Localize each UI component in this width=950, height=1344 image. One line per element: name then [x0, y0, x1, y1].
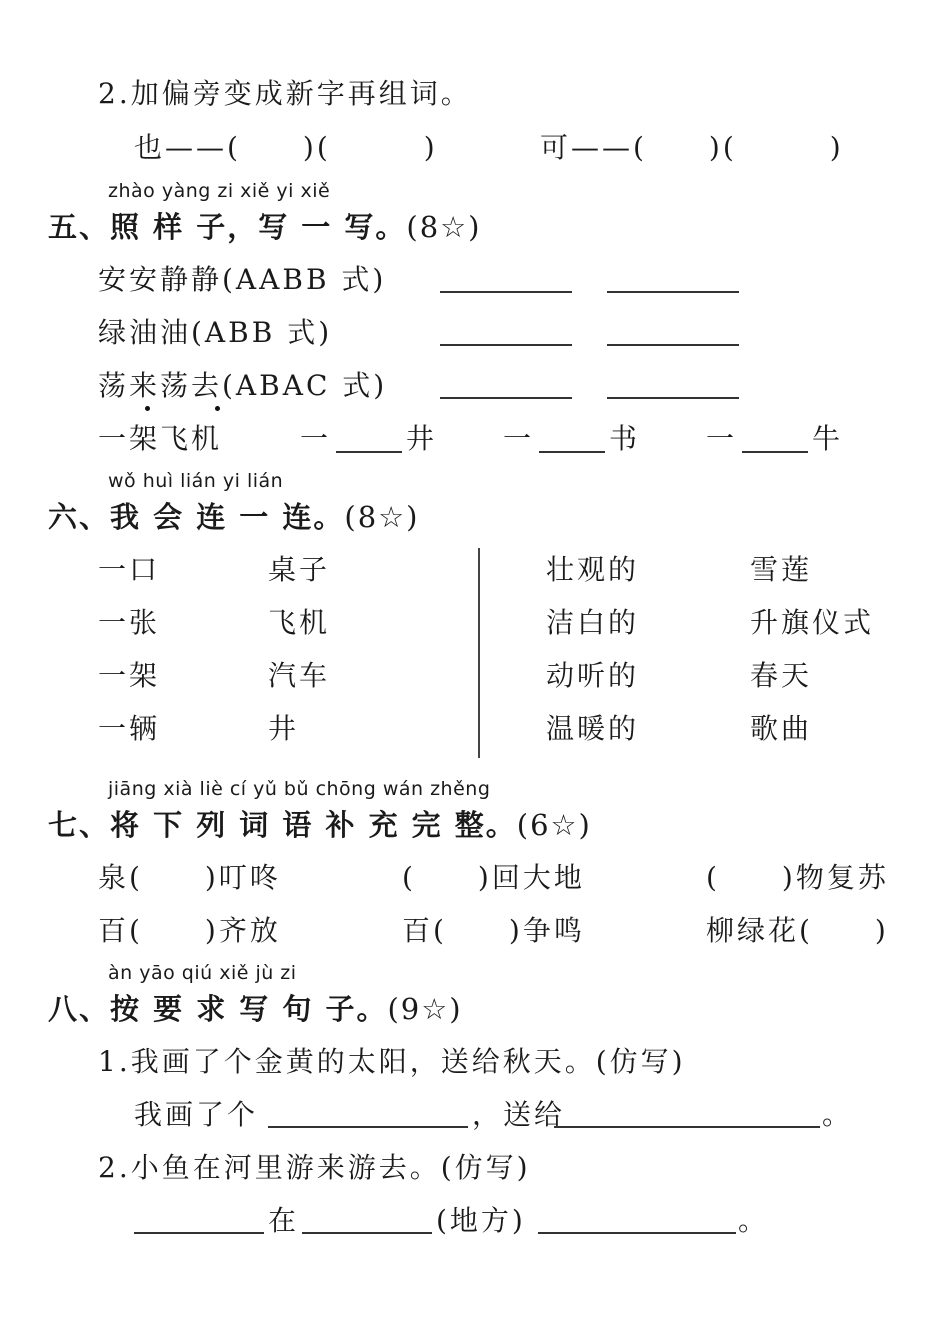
match-right-a[interactable]: 壮观的 [546, 553, 640, 586]
emphasis-dot [145, 406, 150, 411]
emphasis-dot [215, 406, 220, 411]
column-divider [478, 548, 480, 758]
measure-word-example: 一架飞机 [98, 422, 223, 455]
sentence-q1-mid: ，送给 [472, 1098, 566, 1131]
match-left-a[interactable]: 一口 [98, 553, 161, 586]
pattern-row-aabb: 安安静静(AABB 式) [98, 263, 387, 296]
section-5-pinyin: zhào yàng zi xiě yi xiě [108, 180, 331, 202]
idiom-fill[interactable]: 柳绿花( ) [706, 914, 889, 947]
idiom-fill[interactable]: ( )物复苏 [706, 861, 889, 894]
idiom-fill[interactable]: 百( )齐放 [98, 914, 281, 947]
measure-pre-2: 一 [503, 422, 535, 455]
measure-noun-3: 牛 [812, 422, 844, 455]
match-left-b[interactable]: 汽车 [268, 659, 331, 692]
idiom-fill[interactable]: 泉( )叮咚 [98, 861, 281, 894]
blank-abac-1[interactable] [440, 397, 572, 399]
measure-blank-2[interactable] [539, 451, 605, 453]
pattern-row-abac: 荡来荡去(ABAC 式) [98, 369, 388, 402]
sentence-q1-prompt: 1.我画了个金黄的太阳，送给秋天。(仿写) [98, 1045, 686, 1078]
sentence-q2-blank-1[interactable] [134, 1232, 264, 1234]
section-8-pinyin: àn yāo qiú xiě jù zi [108, 962, 297, 984]
section-6-heading [48, 495, 419, 536]
sentence-q1-blank-2[interactable] [554, 1126, 820, 1128]
match-right-a[interactable]: 温暖的 [546, 712, 640, 745]
blank-abac-2[interactable] [607, 397, 739, 399]
match-left-b[interactable]: 井 [268, 712, 300, 745]
section-6-score: (8☆) [344, 500, 420, 534]
section-5-heading [48, 205, 481, 246]
radical-item-ye: 也——( )( ) [134, 131, 438, 164]
blank-aabb-1[interactable] [440, 291, 572, 293]
sentence-q2-prompt: 2.小鱼在河里游来游去。(仿写) [98, 1151, 531, 1184]
section-6-pinyin: wǒ huì lián yi lián [108, 470, 284, 492]
pattern-row-abb: 绿油油(ABB 式) [98, 316, 333, 349]
match-right-a[interactable]: 洁白的 [546, 606, 640, 639]
match-left-a[interactable]: 一辆 [98, 712, 161, 745]
match-right-b[interactable]: 升旗仪式 [750, 606, 875, 639]
section-7-pinyin: jiāng xià liè cí yǔ bǔ chōng wán zhěng [108, 778, 491, 800]
section-5-score: (8☆) [406, 210, 482, 244]
match-right-b[interactable]: 春天 [750, 659, 813, 692]
blank-aabb-2[interactable] [607, 291, 739, 293]
sentence-q2-mid: 在 [268, 1204, 300, 1237]
measure-pre-1: 一 [300, 422, 332, 455]
match-left-b[interactable]: 飞机 [268, 606, 331, 639]
sentence-q2-blank-3[interactable] [538, 1232, 736, 1234]
question-2-title: 2.加偏旁变成新字再组词。 [98, 77, 472, 110]
section-7-title: 七、将 下 列 词 语 补 充 完 整。 [48, 808, 517, 842]
measure-blank-3[interactable] [742, 451, 808, 453]
match-left-a[interactable]: 一架 [98, 659, 161, 692]
measure-noun-1: 井 [406, 422, 438, 455]
match-right-a[interactable]: 动听的 [546, 659, 640, 692]
sentence-q2-place: (地方) [436, 1204, 526, 1237]
match-left-b[interactable]: 桌子 [268, 553, 331, 586]
section-7-score: (6☆) [516, 808, 592, 842]
sentence-q1-end: 。 [822, 1098, 854, 1131]
section-8-score: (9☆) [387, 992, 463, 1026]
section-8-title: 八、按 要 求 写 句 子。 [48, 992, 388, 1026]
idiom-fill[interactable]: 百( )争鸣 [402, 914, 585, 947]
match-right-b[interactable]: 雪莲 [750, 553, 813, 586]
sentence-q1-blank-1[interactable] [268, 1126, 468, 1128]
sentence-q2-end: 。 [738, 1204, 770, 1237]
measure-pre-3: 一 [706, 422, 738, 455]
section-5-title: 五、照 样 子，写 一 写。 [48, 210, 407, 244]
measure-noun-2: 书 [609, 422, 641, 455]
blank-abb-1[interactable] [440, 344, 572, 346]
match-left-a[interactable]: 一张 [98, 606, 161, 639]
sentence-q1-start: 我画了个 [134, 1098, 259, 1131]
section-7-heading [48, 803, 592, 844]
sentence-q2-blank-2[interactable] [302, 1232, 432, 1234]
radical-item-ke: 可——( )( ) [540, 131, 844, 164]
match-right-b[interactable]: 歌曲 [750, 712, 813, 745]
section-8-heading [48, 987, 463, 1028]
blank-abb-2[interactable] [607, 344, 739, 346]
section-6-title: 六、我 会 连 一 连。 [48, 500, 345, 534]
measure-blank-1[interactable] [336, 451, 402, 453]
idiom-fill[interactable]: ( )回大地 [402, 861, 585, 894]
